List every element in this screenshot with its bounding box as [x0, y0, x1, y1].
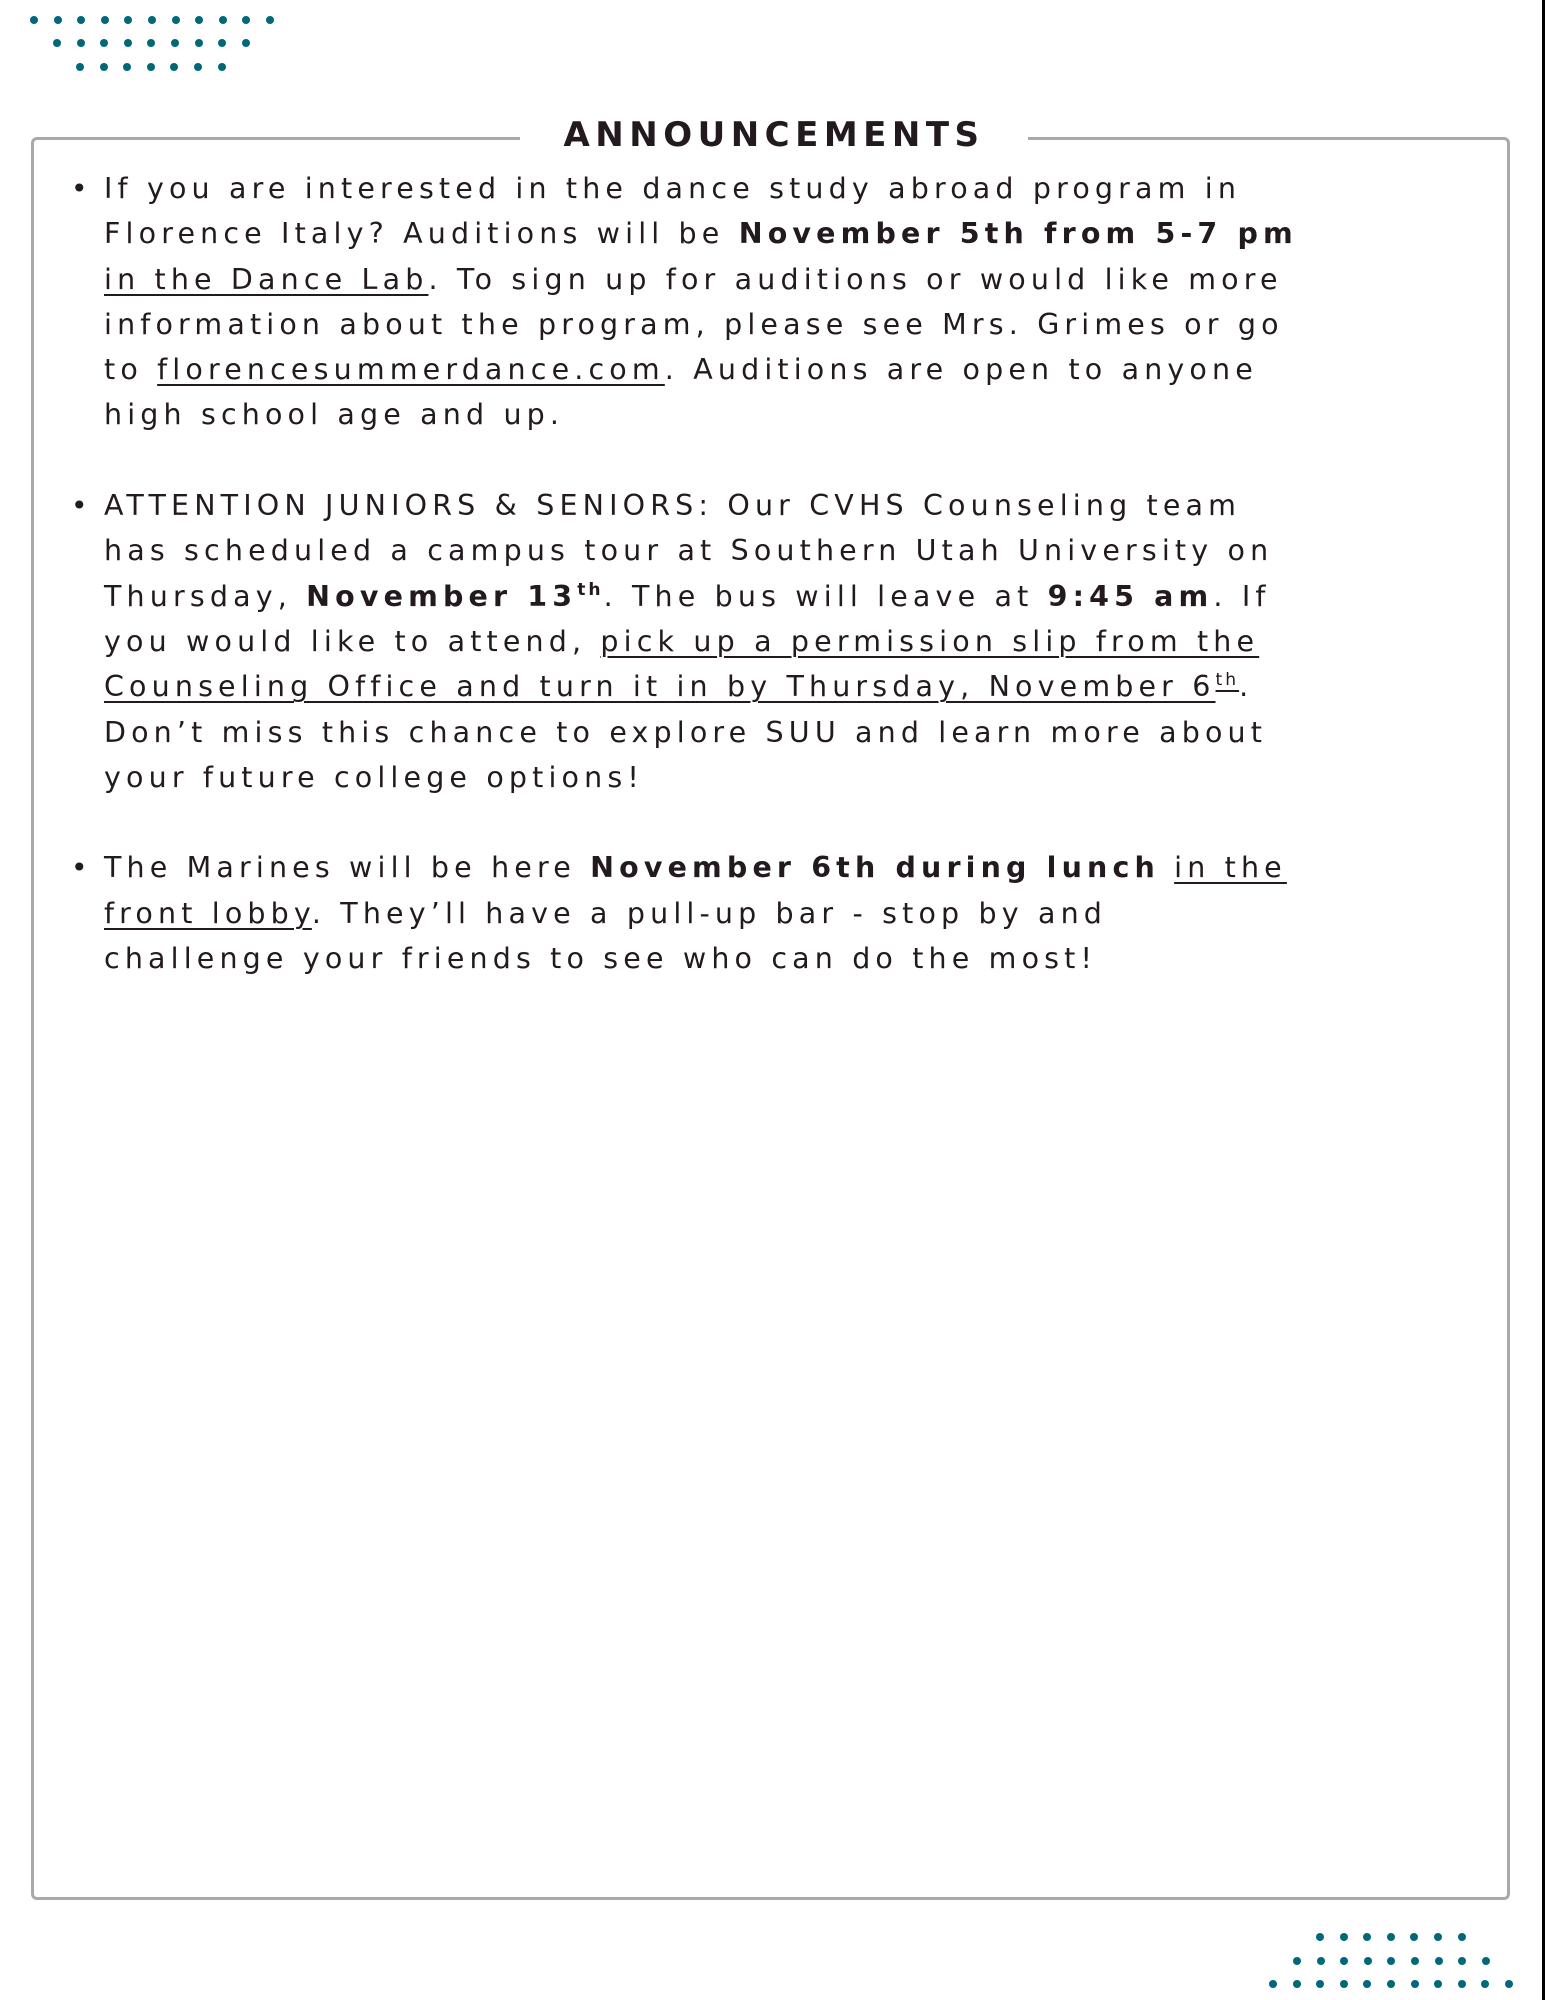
text-segment: to — [104, 353, 158, 387]
dot-icon — [242, 16, 250, 24]
announcement-line — [104, 392, 1504, 437]
announcement-line — [104, 166, 1504, 211]
dot-icon — [242, 39, 250, 47]
dot-icon — [1293, 1957, 1301, 1965]
text-segment: . The bus will leave at — [603, 579, 1048, 613]
announcement-line — [104, 528, 1504, 573]
announcement-line — [104, 845, 1504, 890]
text-segment: . To sign up for auditions or would like more — [428, 262, 1283, 296]
dot-icon — [194, 63, 202, 71]
text-segment: . Auditions are open to anyone — [664, 353, 1258, 387]
text-segment: Florence Italy? Auditions will be — [104, 217, 739, 251]
announcement-line — [104, 755, 1504, 800]
announcement-line — [104, 483, 1504, 528]
text-segment: . If — [1213, 579, 1271, 613]
page-title: ANNOUNCEMENTS — [563, 115, 985, 155]
dot-icon — [218, 39, 226, 47]
dot-icon — [101, 16, 109, 24]
dot-icon — [1411, 1980, 1419, 1988]
bullet-icon: • — [71, 489, 93, 523]
dot-icon — [1340, 1933, 1348, 1941]
emphasized-text: November 6th during lunch — [590, 851, 1160, 885]
dot-icon — [1411, 1957, 1419, 1965]
dot-icon — [148, 16, 156, 24]
dot-icon — [1458, 1980, 1466, 1988]
dot-icon — [147, 39, 155, 47]
dot-icon — [124, 16, 132, 24]
announcement-line — [104, 302, 1504, 347]
dot-icon — [1434, 1933, 1442, 1941]
text-segment: high school age and up. — [104, 398, 565, 432]
dot-icon — [170, 63, 178, 71]
announcement-line — [104, 664, 1504, 709]
dot-icon — [1363, 1933, 1371, 1941]
text-segment: Don’t miss this chance to explore SUU and learn more about — [104, 715, 1268, 749]
announcements-header — [520, 110, 1028, 160]
dot-icon — [218, 63, 226, 71]
dot-icon — [100, 63, 108, 71]
text-segment: . — [1239, 670, 1254, 704]
text-segment: Thursday, — [104, 579, 307, 613]
text-segment: information about the program, please see Mrs. Grimes or go — [104, 307, 1284, 341]
announcement-item-dance-abroad — [71, 166, 1504, 438]
text-segment: th — [1215, 670, 1240, 691]
text-segment: your future college options! — [104, 760, 644, 794]
announcement-line — [104, 574, 1504, 619]
dot-icon — [1316, 1933, 1324, 1941]
announcement-line — [104, 257, 1504, 302]
announcement-item-marines-visit — [71, 845, 1504, 981]
announcement-line — [104, 211, 1504, 256]
dot-icon — [1269, 1980, 1277, 1988]
dot-icon — [123, 63, 131, 71]
dot-icon — [124, 39, 132, 47]
bullet-icon: • — [71, 172, 93, 205]
dot-icon — [1364, 1957, 1372, 1965]
dot-icon — [195, 16, 203, 24]
text-segment: ATTENTION JUNIORS & SENIORS: Our CVHS Counseling team — [104, 489, 1242, 523]
dot-icon — [219, 16, 227, 24]
text-segment: . They’ll have a pull-up bar - stop by and — [311, 896, 1108, 930]
announcements-list — [71, 166, 1504, 1027]
dot-icon — [171, 39, 179, 47]
emphasized-text: November 5th from 5-7 pm — [738, 217, 1298, 251]
dot-icon — [1434, 1980, 1442, 1988]
text-segment — [1160, 851, 1174, 884]
dot-icon — [76, 63, 84, 71]
dot-icon — [1316, 1980, 1324, 1988]
text-segment: front lobby — [104, 896, 312, 930]
dot-icon — [1340, 1980, 1348, 1988]
dot-icon — [172, 16, 180, 24]
dot-icon — [30, 16, 38, 24]
bullet-icon: • — [71, 851, 93, 885]
announcement-line — [104, 347, 1504, 392]
dot-icon — [100, 39, 108, 47]
announcement-line — [104, 891, 1504, 936]
dot-icon — [1387, 1980, 1395, 1988]
announcement-line — [104, 710, 1504, 755]
emphasized-text: 9:45 am — [1047, 579, 1214, 613]
dot-icon — [77, 16, 85, 24]
dot-icon — [1458, 1957, 1466, 1965]
dot-icon — [1387, 1957, 1395, 1965]
text-segment: If you are interested in the dance study abroad program in — [104, 172, 1242, 205]
dot-icon — [54, 16, 62, 24]
dot-icon — [1505, 1980, 1513, 1988]
announcement-line — [104, 936, 1504, 981]
dot-icon — [1317, 1957, 1325, 1965]
text-segment: in the Dance Lab — [104, 262, 429, 296]
dot-icon — [266, 16, 274, 24]
dot-icon — [1410, 1933, 1418, 1941]
text-segment: you would like to attend, — [104, 624, 601, 658]
announcement-item-suu-campus-tour — [71, 483, 1504, 800]
dot-icon — [147, 63, 155, 71]
dot-icon — [1293, 1980, 1301, 1988]
announcement-line — [104, 619, 1504, 664]
text-segment: in the — [1174, 851, 1287, 885]
website-link[interactable]: florencesummerdance.com — [157, 353, 665, 387]
dot-icon — [77, 39, 85, 47]
dot-icon — [1458, 1933, 1466, 1941]
dot-icon — [53, 39, 61, 47]
dot-icon — [195, 39, 203, 47]
text-segment: Counseling Office and turn it in by Thursday, November 6 — [104, 670, 1216, 704]
emphasized-text: th — [577, 579, 604, 600]
text-segment: The Marines will be here — [104, 851, 591, 885]
dot-icon — [1481, 1980, 1489, 1988]
dot-icon — [1435, 1957, 1443, 1965]
dot-icon — [1482, 1957, 1490, 1965]
dot-icon — [1387, 1933, 1395, 1941]
emphasized-text: November 13 — [306, 579, 578, 613]
text-segment: challenge your friends to see who can do the most! — [104, 942, 1098, 976]
text-segment: has scheduled a campus tour at Southern Utah University on — [104, 534, 1274, 568]
dot-icon — [1363, 1980, 1371, 1988]
text-segment: pick up a permission slip from the — [600, 624, 1260, 658]
dot-icon — [1340, 1957, 1348, 1965]
